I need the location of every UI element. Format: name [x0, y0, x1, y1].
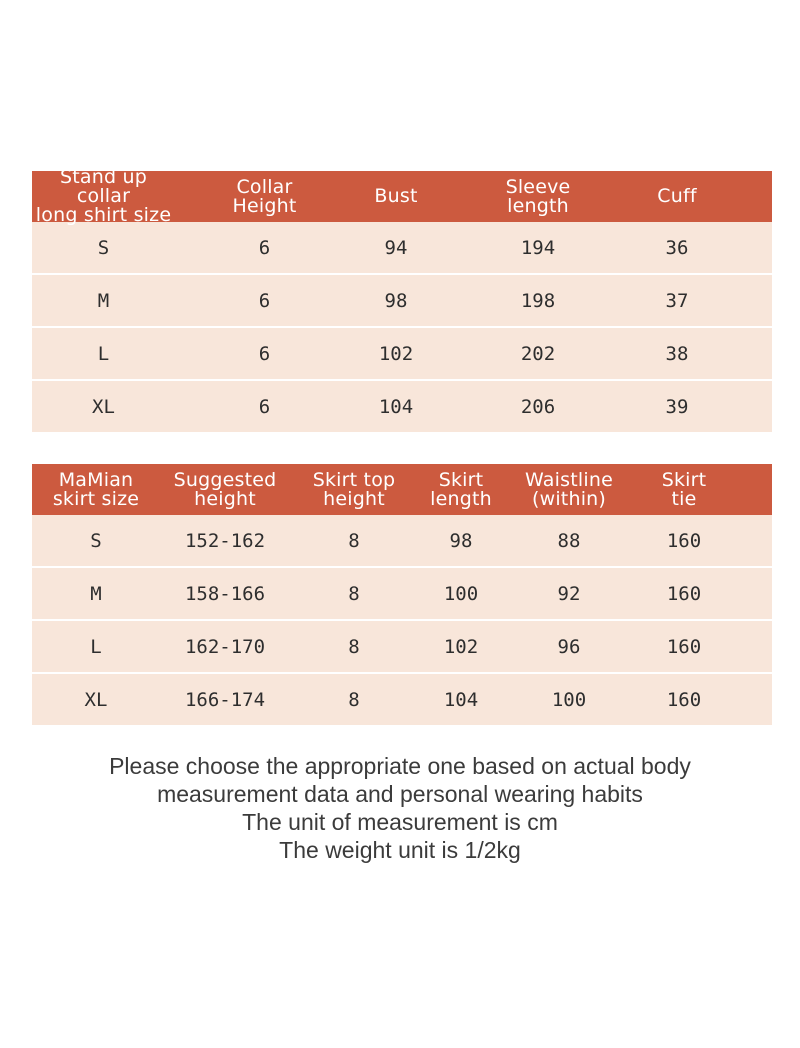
shirt-cell-bust: 98	[384, 289, 408, 312]
shirt-cell-sleeve-length: 198	[520, 289, 556, 312]
shirt-cell-size: M	[97, 289, 110, 312]
note-line: Please choose the appropriate one based on actual body	[109, 753, 691, 779]
shirt-cell-collar-height: 6	[258, 236, 271, 259]
shirt-cell-cuff: 39	[665, 395, 689, 418]
skirt-cell-skirt-length: 104	[443, 688, 479, 711]
skirt-cell-size: M	[90, 582, 102, 605]
table-row	[32, 568, 772, 621]
shirt-cell-bust: 104	[378, 395, 414, 418]
table-row	[32, 222, 772, 275]
note-line: The weight unit is 1/2kg	[279, 837, 521, 863]
skirt-cell-size: S	[90, 529, 102, 552]
shirt-cell-collar-height: 6	[258, 289, 271, 312]
shirt-cell-sleeve-length: 206	[520, 395, 556, 418]
skirt-cell-size: L	[90, 635, 102, 658]
shirt-cell-size: XL	[92, 395, 115, 418]
shirt-header-sleeve-length: Sleeve length	[505, 175, 571, 217]
skirt-cell-waistline: 100	[551, 688, 587, 711]
table-row	[32, 381, 772, 432]
skirt-cell-skirt-tie: 160	[666, 529, 702, 552]
skirt-header-size: MaMian skirt size	[52, 468, 140, 510]
skirt-cell-waistline: 88	[557, 529, 581, 552]
skirt-header-skirt-tie: Skirt tie	[661, 468, 707, 510]
skirt-cell-skirt-tie: 160	[666, 582, 702, 605]
shirt-cell-collar-height: 6	[258, 395, 271, 418]
shirt-cell-size: L	[97, 342, 110, 365]
skirt-cell-skirt-length: 102	[443, 635, 479, 658]
shirt-cell-cuff: 38	[665, 342, 689, 365]
skirt-cell-waistline: 96	[557, 635, 581, 658]
skirt-cell-skirt-tie: 160	[666, 635, 702, 658]
shirt-header-collar-height: Collar Height	[232, 175, 297, 217]
shirt-header-size: Stand up collar long shirt size	[35, 166, 172, 226]
skirt-header-skirt-top-height: Skirt top height	[312, 468, 396, 510]
skirt-cell-suggested-height: 166-174	[184, 688, 266, 711]
table-row	[32, 328, 772, 381]
note-line: measurement data and personal wearing habits	[157, 781, 643, 807]
skirt-cell-skirt-length: 100	[443, 582, 479, 605]
skirt-cell-skirt-tie: 160	[666, 688, 702, 711]
skirt-cell-skirt-length: 98	[449, 529, 473, 552]
skirt-header-waistline: Waistline (within)	[525, 468, 613, 510]
note-line: The unit of measurement is cm	[242, 809, 558, 835]
skirt-cell-suggested-height: 152-162	[184, 529, 266, 552]
shirt-cell-sleeve-length: 202	[520, 342, 556, 365]
skirt-cell-size: XL	[84, 688, 108, 711]
skirt-table-header	[32, 464, 772, 515]
skirt-size-table	[32, 464, 772, 725]
shirt-cell-bust: 102	[378, 342, 414, 365]
skirt-cell-skirt-top-height: 8	[348, 635, 360, 658]
skirt-header-skirt-length: Skirt length	[430, 468, 492, 510]
shirt-size-table	[32, 166, 772, 432]
table-row	[32, 674, 772, 725]
table-row	[32, 515, 772, 568]
skirt-cell-suggested-height: 162-170	[184, 635, 266, 658]
skirt-header-suggested-height: Suggested height	[173, 468, 277, 510]
skirt-cell-skirt-top-height: 8	[348, 582, 360, 605]
table-row	[32, 621, 772, 674]
skirt-cell-skirt-top-height: 8	[348, 688, 360, 711]
shirt-cell-cuff: 37	[665, 289, 689, 312]
skirt-cell-waistline: 92	[557, 582, 581, 605]
shirt-cell-size: S	[97, 236, 110, 259]
table-row	[32, 275, 772, 328]
skirt-cell-suggested-height: 158-166	[184, 582, 266, 605]
shirt-cell-sleeve-length: 194	[520, 236, 556, 259]
shirt-cell-cuff: 36	[665, 236, 689, 259]
sizing-notes	[0, 752, 800, 864]
shirt-table-header	[32, 166, 772, 226]
shirt-header-cuff: Cuff	[657, 185, 697, 207]
skirt-cell-skirt-top-height: 8	[348, 529, 360, 552]
shirt-cell-collar-height: 6	[258, 342, 271, 365]
shirt-cell-bust: 94	[384, 236, 408, 259]
shirt-header-bust: Bust	[374, 185, 418, 207]
